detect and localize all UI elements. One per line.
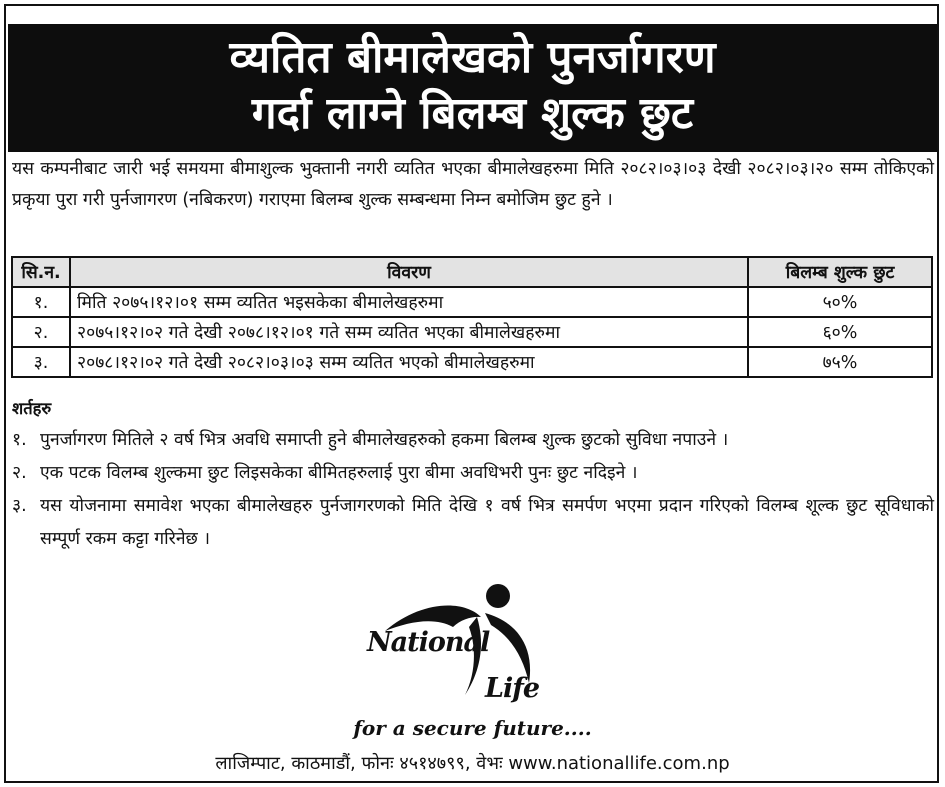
title-line-2: गर्दा लाग्ने बिलम्ब शुल्क छुट <box>251 88 694 139</box>
terms-heading: शर्तहरु <box>12 399 52 418</box>
row-discount: ७५% <box>748 347 932 377</box>
title-line-1: व्यतित बीमालेखको पुनर्जागरण <box>229 32 716 83</box>
term-number: ३. <box>12 496 27 516</box>
header-serial: सि.न. <box>12 257 70 287</box>
discount-table <box>11 256 933 378</box>
header-discount: बिलम्ब शुल्क छुट <box>748 257 932 287</box>
term-text: पुनर्जागरण मितिले २ वर्ष भित्र अवधि समाप्ती हुने बीमालेखहरुको हकमा बिलम्ब शुल्क छुटको सुविधा नपाउने । <box>40 430 729 450</box>
national-life-logo <box>365 583 565 713</box>
row-serial: ३. <box>12 347 70 377</box>
header-description: विवरण <box>70 257 748 287</box>
term-text: यस योजनामा समावेश भएका बीमालेखहरु पुर्नजागरणको मिति देखि १ वर्ष भित्र समर्पण भएमा प्रदान गरिएको विलम्ब शूल्क छुट सूविधाको सम्पूर्ण रकम कट्टा गरिनेछ । <box>40 496 934 549</box>
term-number: २. <box>12 463 27 483</box>
table-row <box>12 347 932 377</box>
list-item <box>12 490 934 556</box>
row-description: २०७५।१२।०२ गते देखी २०७८।१२।०१ गते सम्म व्यतित भएका बीमालेखहरुमा <box>70 317 748 347</box>
term-number: १. <box>12 430 27 450</box>
row-discount: ५०% <box>748 287 932 317</box>
title-banner <box>8 24 937 152</box>
row-description: २०७८।१२।०२ गते देखी २०८२।०३।०३ सम्म व्यतित भएको बीमालेखहरुमा <box>70 347 748 377</box>
logo-word-national: National <box>367 627 490 658</box>
list-item <box>12 457 934 490</box>
list-item <box>12 424 934 457</box>
row-serial: २. <box>12 317 70 347</box>
footer-contact: लाजिम्पाट, काठमाडौं, फोनः ४५१४७९९, वेभः www.nationallife.com.np <box>215 753 730 774</box>
table-header-row <box>12 257 932 287</box>
logo-word-life: Life <box>485 673 540 704</box>
terms-list <box>12 424 934 556</box>
intro-paragraph: यस कम्पनीबाट जारी भई समयमा बीमाशुल्क भुक्तानी नगरी व्यतित भएका बीमालेखहरुमा मिति २०८२।०३।०३ देखी २०८२।०३।२० सम्म तोकिएको प्रकृया पुरा गरी पुर्नजागरण (नबिकरण) गराएमा बिलम्ब शुल्क सम्बन्धमा निम्न बमोजिम छुट हुने । <box>12 159 934 210</box>
table-row <box>12 287 932 317</box>
term-text: एक पटक विलम्ब शुल्कमा छुट लिइसकेका बीमितहरुलाई पुरा बीमा अवधिभरी पुनः छुट नदिइने । <box>40 463 638 483</box>
table-row <box>12 317 932 347</box>
row-serial: १. <box>12 287 70 317</box>
row-discount: ६०% <box>748 317 932 347</box>
row-description: मिति २०७५।१२।०१ सम्म व्यतित भइसकेका बीमालेखहरुमा <box>70 287 748 317</box>
tagline: for a secure future.... <box>353 716 592 740</box>
